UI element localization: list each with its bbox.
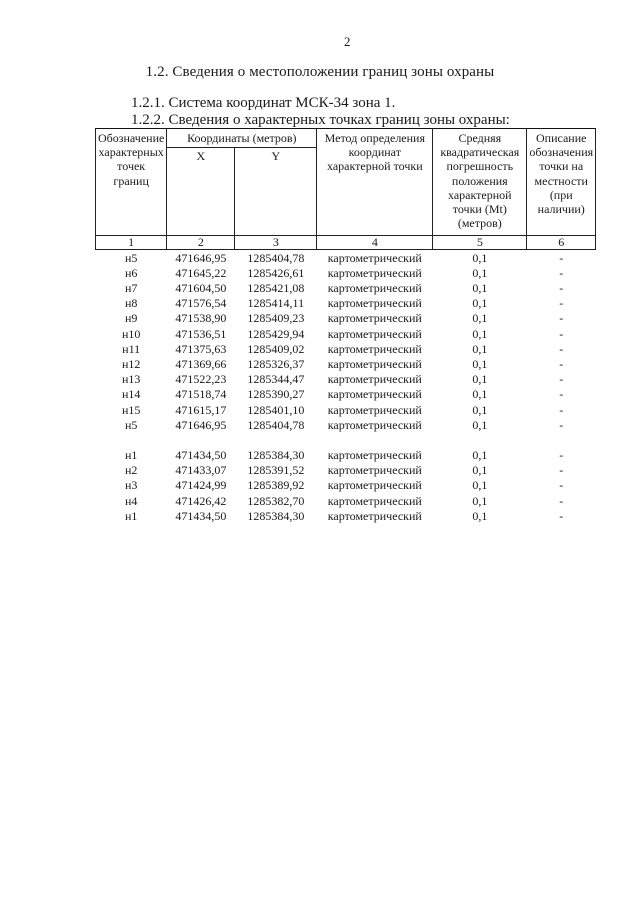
column-number: 6 [527,236,596,250]
coord-y-cell: 1285404,78 [247,417,305,432]
page-number: 2 [344,34,351,49]
method-cell: картометрический [327,250,422,265]
method-cell: картометрический [327,387,422,402]
description-cell: - [559,357,564,371]
mean-error-cell: 0,1 [472,387,488,402]
coord-x-cell: 471646,95 [175,250,227,265]
column-numbers-row [96,236,596,250]
coord-y-cell: 1285389,92 [247,478,305,493]
header-coordinates-group: Координаты (метров) [167,129,317,148]
method-cell: картометрический [327,326,422,341]
method-cell: картометрический [327,508,422,523]
mean-error-cell: 0,1 [472,326,488,341]
table-row [96,402,596,417]
header-x: X [167,148,235,236]
description-cell: - [559,402,564,417]
method-cell: картометрический [327,341,422,356]
coord-y-cell: 1285382,70 [247,493,305,508]
coord-y-cell: 1285404,78 [247,250,305,265]
mean-error-cell: 0,1 [472,296,488,311]
description-cell: - [559,508,564,523]
coord-y-cell: 1285391,52 [247,463,305,478]
coord-x-cell: 471615,17 [175,402,227,417]
table-spacer-row [96,432,596,447]
method-cell: картометрический [327,402,422,417]
coord-x-cell: 471426,42 [175,493,227,508]
coord-x-cell: 471536,51 [175,326,227,341]
point-name-cell: н6 [124,265,138,280]
description-cell: - [559,372,564,387]
column-number: 2 [167,236,235,250]
boundary-points-subheading: 1.2.2. Сведения о характерных точках границ зоны охраны: [131,112,510,128]
table-row [96,372,596,387]
point-name-cell: н7 [124,281,138,296]
method-cell: картометрический [327,372,422,387]
coord-x-cell: 471646,95 [175,417,227,432]
coord-x-cell: 471518,74 [175,387,227,402]
method-cell: картометрический [327,493,422,508]
point-name-cell: н5 [124,417,138,432]
point-name-cell: н5 [124,250,138,265]
table-row [96,265,596,280]
coord-y-cell: 1285390,27 [247,387,305,402]
description-cell: - [559,250,564,265]
method-cell: картометрический [327,265,422,280]
point-name-cell: н2 [124,463,138,478]
table-row [96,341,596,356]
table-row [96,281,596,296]
coord-y-cell: 1285429,94 [247,326,305,341]
coord-x-cell: 471604,50 [175,281,227,296]
description-cell: - [559,265,564,280]
coord-y-cell: 1285401,10 [247,402,305,417]
coord-y-cell: 1285409,23 [247,311,305,326]
table-row [96,463,596,478]
point-name-cell: н12 [121,357,141,371]
point-name-cell: н11 [122,341,141,356]
mean-error-cell: 0,1 [472,478,488,493]
table-row [96,357,596,372]
point-name-cell: н13 [121,372,141,387]
coord-y-cell: 1285421,08 [247,281,305,296]
point-name-cell: н1 [124,447,138,462]
coord-y-cell: 1285384,30 [247,447,305,462]
coord-y-cell: 1285326,37 [247,357,305,371]
column-number: 5 [433,236,527,250]
table-body [96,250,596,524]
section-heading: 1.2. Сведения о местоположении границ зоны охраны [145,64,495,80]
table-row [96,493,596,508]
point-name-cell: н8 [124,296,138,311]
spacer-cell [527,432,596,447]
column-number: 4 [317,236,433,250]
mean-error-cell: 0,1 [472,341,488,356]
coord-x-cell: 471369,66 [175,357,227,371]
description-cell: - [559,387,564,402]
description-cell: - [559,417,564,432]
mean-error-cell: 0,1 [472,417,488,432]
header-point-designation: Обозначение характерных точек границ [96,129,167,236]
mean-error-cell: 0,1 [472,493,488,508]
header-y: Y [235,148,317,236]
method-cell: картометрический [327,478,422,493]
point-name-cell: н9 [124,311,138,326]
description-cell: - [559,478,564,493]
coord-x-cell: 471538,90 [175,311,227,326]
mean-error-cell: 0,1 [472,463,488,478]
method-cell: картометрический [327,447,422,462]
header-description: Описание обозначения точки на местности (при наличии) [527,129,596,236]
point-name-cell: н10 [121,326,141,341]
table-row [96,250,596,266]
mean-error-cell: 0,1 [472,508,488,523]
table-row [96,311,596,326]
table-row [96,387,596,402]
column-number: 1 [96,236,167,250]
header-method: Метод определения координат характерной точки [317,129,433,236]
coord-x-cell: 471375,63 [175,341,227,356]
point-name-cell: н14 [121,387,141,402]
header-mean-error-text: Средняя квадратическая погрешность положения характерной точки (Mt) (метров) [440,131,520,231]
spacer-cell [167,432,235,447]
coord-x-cell: 471434,50 [175,508,227,523]
coord-x-cell: 471424,99 [175,478,227,493]
table-row [96,447,596,462]
method-cell: картометрический [327,417,422,432]
coord-y-cell: 1285384,30 [247,508,305,523]
coord-x-cell: 471576,54 [175,296,227,311]
column-number: 3 [235,236,317,250]
table-row [96,296,596,311]
mean-error-cell: 0,1 [472,372,488,387]
table-row [96,326,596,341]
point-name-cell: н3 [124,478,138,493]
header-mean-error [433,129,527,236]
method-cell: картометрический [327,281,422,296]
description-cell: - [559,296,564,311]
point-name-cell: н4 [124,493,138,508]
mean-error-cell: 0,1 [472,281,488,296]
spacer-cell [235,432,317,447]
spacer-cell [96,432,167,447]
coord-y-cell: 1285414,11 [247,296,305,311]
coord-y-cell: 1285344,47 [247,372,305,387]
mean-error-cell: 0,1 [472,311,488,326]
method-cell: картометрический [327,296,422,311]
point-name-cell: н15 [121,402,141,417]
mean-error-cell: 0,1 [472,357,488,371]
coord-y-cell: 1285426,61 [247,265,305,280]
coord-x-cell: 471522,23 [175,372,227,387]
description-cell: - [559,326,564,341]
table-row [96,417,596,432]
table-row [96,478,596,493]
coord-x-cell: 471433,07 [175,463,227,478]
description-cell: - [559,341,564,356]
description-cell: - [559,311,564,326]
coord-x-cell: 471645,22 [175,265,227,280]
table-row [96,508,596,523]
description-cell: - [559,281,564,296]
method-cell: картометрический [327,357,422,371]
coord-x-cell: 471434,50 [175,447,227,462]
mean-error-cell: 0,1 [472,447,488,462]
method-cell: картометрический [327,311,422,326]
spacer-cell [317,432,433,447]
mean-error-cell: 0,1 [472,402,488,417]
description-cell: - [559,463,564,478]
coord-y-cell: 1285409,02 [247,341,305,356]
description-cell: - [559,447,564,462]
method-cell: картометрический [327,463,422,478]
spacer-cell [433,432,527,447]
boundary-points-table [95,128,596,523]
mean-error-cell: 0,1 [472,250,488,265]
coordinate-system-subheading: 1.2.1. Система координат МСК-34 зона 1. [131,95,396,111]
mean-error-cell: 0,1 [472,265,488,280]
description-cell: - [559,493,564,508]
point-name-cell: н1 [124,508,138,523]
